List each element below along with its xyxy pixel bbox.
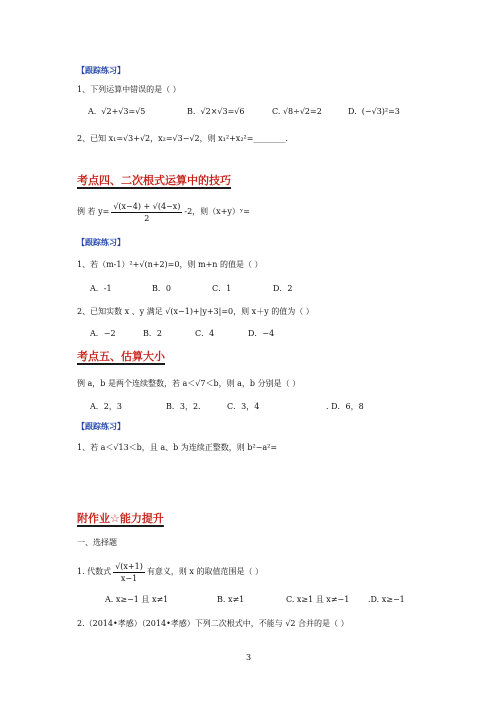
option-d: . D．6，8 <box>326 402 364 411</box>
example-5: 例 a，b 是两个连续整数，若 a＜√7＜b，则 a，b 分别是（ ） <box>77 379 301 388</box>
homework-question-2: 2.（2014•孝感）（2014•孝感）下列二次根式中，不能与 √2 合并的是（ ） <box>77 619 349 628</box>
follow-up-tag-3: 【跟踪练习】 <box>77 421 125 431</box>
option-b: B．3，2. <box>166 402 201 411</box>
option-d: .D. x≥−1 <box>368 595 405 604</box>
page-number: 3 <box>246 653 252 662</box>
example-4: 例 若 y= $\frac{√(x-4) + √(4-x)}{2}$ -2，则（x+y）ʸ= <box>77 201 251 223</box>
option-b: B. √2×√3=√6 <box>187 107 245 116</box>
option-c: C．1 <box>212 284 232 293</box>
follow-up-tag-2: 【跟踪练习】 <box>77 237 125 247</box>
option-d: D. (−√3)²=3 <box>348 107 400 116</box>
option-d: D．2 <box>273 284 293 293</box>
question-1-1: 1、下列运算中错误的是（ ） <box>77 85 181 94</box>
homework-question-1: 1. 代数式 $\frac{√(x+1)}{x-1}$ 有意义，则 x 的取值范围是（ ） <box>77 561 263 583</box>
question-1-2: 2、已知 x₁=√3+√2，x₂=√3−√2，则 x₁²+x₂²=________. <box>77 134 288 143</box>
homework-fraction: $\frac{√(x+1)}{x-1}$ <box>115 561 143 583</box>
option-c: C. √8÷√2=2 <box>272 107 322 116</box>
option-a: A．-1 <box>90 284 112 293</box>
follow-up-tag-1: 【跟踪练习】 <box>77 65 125 75</box>
section-heading-4: 考点四、二次根式运算中的技巧 <box>77 174 231 187</box>
question-2-1: 1、若（m-1）²+√(n+2)=0，则 m+n 的值是（ ） <box>77 260 263 269</box>
homework-heading: 附作业☆能力提升 <box>77 512 164 525</box>
option-b: B．2 <box>143 329 162 338</box>
option-c: C. x≥1 且 x≠−1 <box>286 595 350 604</box>
option-a: A．2，3 <box>90 402 122 411</box>
option-d: D．−4 <box>248 329 275 338</box>
homework-subheading: 一、选择题 <box>77 538 117 547</box>
option-a: A．−2 <box>90 329 116 338</box>
option-a: A. x≥−1 且 x≠1 <box>105 595 169 604</box>
option-c: C．3，4 <box>227 402 260 411</box>
example-fraction: $\frac{√(x-4) + √(4-x)}{2}$ <box>113 201 181 223</box>
section-heading-5: 考点五、估算大小 <box>77 350 165 363</box>
option-c: C．4 <box>195 329 215 338</box>
question-3-1: 1、若 a＜√13＜b，且 a、b 为连续正整数，则 b²−a²= <box>77 443 278 452</box>
question-2-2: 2、已知实数 x 、y 满足 √(x−1)+|y+3|=0，则 x＋y 的值为（ ） <box>77 307 314 316</box>
option-b: B. x≠1 <box>217 595 245 604</box>
option-b: B．0 <box>152 284 171 293</box>
option-a: A. √2+√3=√5 <box>88 107 146 116</box>
